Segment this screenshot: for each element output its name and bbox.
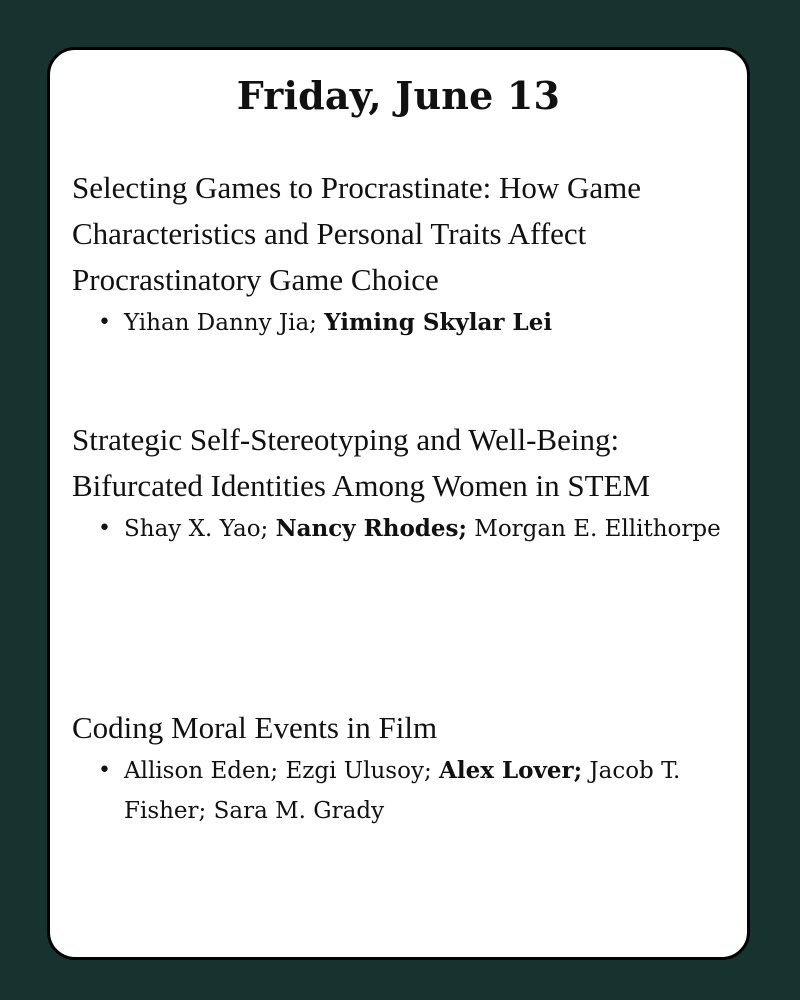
author-name: Yihan Danny Jia; bbox=[124, 310, 317, 336]
author-list bbox=[72, 303, 722, 343]
author-name: Shay X. Yao; bbox=[124, 516, 269, 542]
session-item bbox=[72, 165, 722, 343]
author-list-item bbox=[72, 751, 722, 831]
author-name: Sara M. Grady bbox=[213, 798, 385, 824]
author-list-item bbox=[72, 509, 722, 549]
author-name: Jacob T. Fisher; bbox=[124, 758, 681, 824]
bullet-icon: • bbox=[98, 758, 111, 783]
author-name-highlighted: Alex Lover; bbox=[439, 757, 583, 784]
bullet-icon: • bbox=[98, 310, 111, 335]
session-title: Selecting Games to Procrastinate: How Game Characteristics and Personal Traits Affect Procrastinatory Game Choice bbox=[72, 170, 642, 297]
session-title: Coding Moral Events in Film bbox=[72, 710, 438, 745]
author-name: Ezgi Ulusoy; bbox=[285, 758, 432, 784]
session-title: Strategic Self-Stereotyping and Well-Being: Bifurcated Identities Among Women in STEM bbox=[72, 422, 651, 503]
schedule-card bbox=[47, 47, 750, 960]
author-list-item bbox=[72, 303, 722, 343]
author-list bbox=[72, 751, 722, 831]
page-title: Friday, June 13 bbox=[236, 73, 561, 118]
author-name-highlighted: Yiming Skylar Lei bbox=[324, 309, 553, 336]
author-list bbox=[72, 509, 722, 549]
author-name: Allison Eden; bbox=[124, 758, 279, 784]
bullet-icon: • bbox=[98, 516, 111, 541]
author-name-highlighted: Nancy Rhodes; bbox=[275, 515, 467, 542]
session-item bbox=[72, 417, 722, 549]
session-item bbox=[72, 705, 722, 831]
author-name: Morgan E. Ellithorpe bbox=[474, 516, 721, 542]
